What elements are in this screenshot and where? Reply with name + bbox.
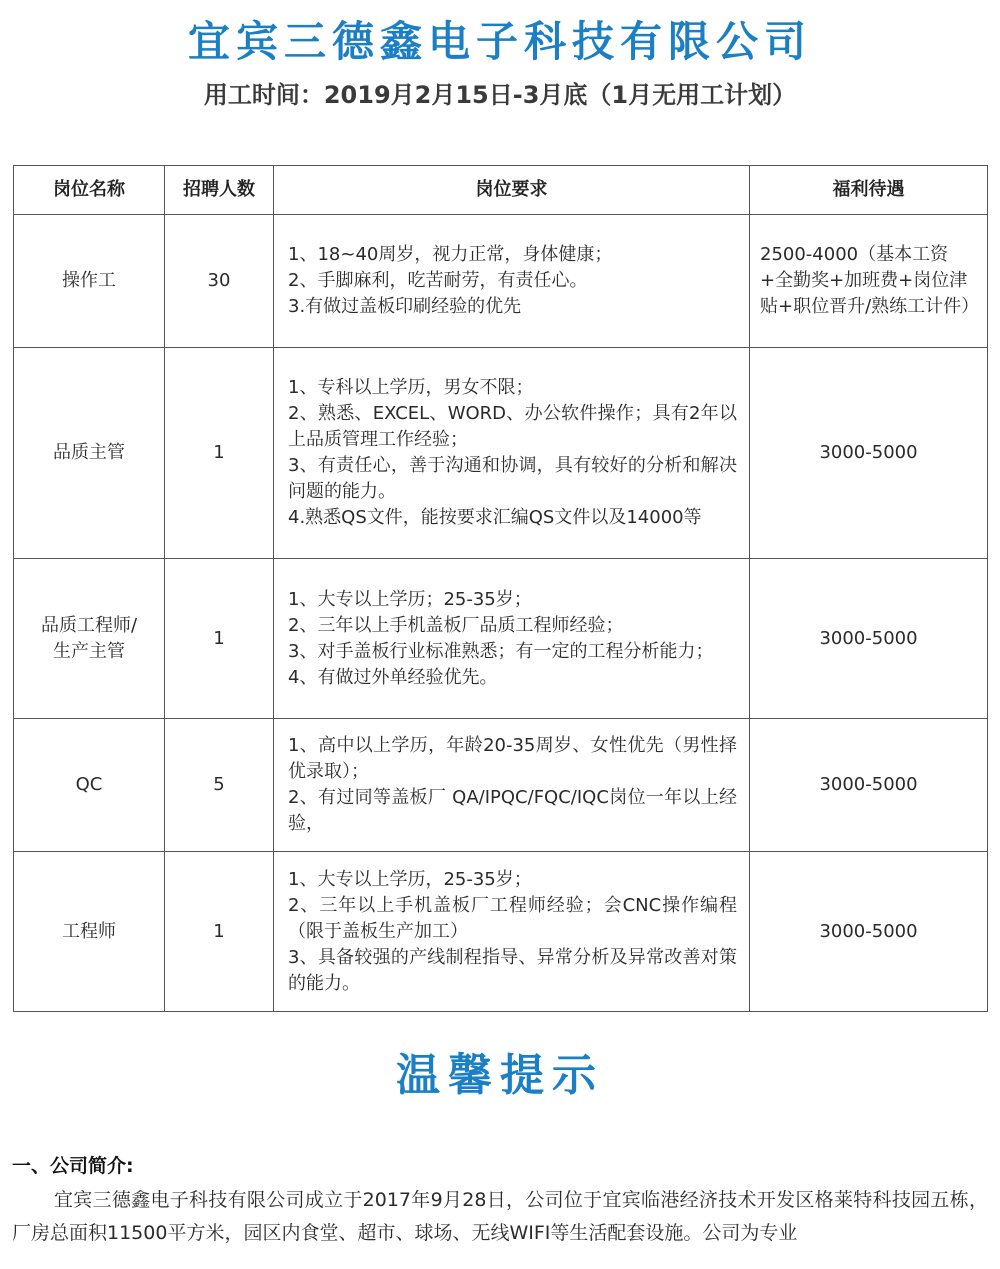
position-name: 操作工 [14,215,165,348]
requirement-item: 3、有责任心，善于沟通和协调，具有较好的分析和解决问题的能力。 [288,455,737,502]
requirements-cell [274,852,750,1012]
headcount: 30 [165,215,274,348]
welfare: 3000-5000 [750,348,988,559]
column-header-count: 招聘人数 [165,166,274,215]
work-schedule: 用工时间：2019月2月15日-3月底（1月无用工计划） [203,81,797,109]
company-title: 宜宾三德鑫电子科技有限公司 [187,17,812,66]
requirement-item: 3、具备较强的产线制程指导、异常分析及异常改善对策的能力。 [288,946,737,994]
requirements-cell [274,719,750,852]
requirement-item: 2、三年以上手机盖板厂工程师经验；会CNC操作编程（限于盖板生产加工） [288,894,737,942]
requirement-item: 1、高中以上学历，年龄20-35周岁、女性优先（男性择优录取）； [288,735,737,782]
requirement-item: 1、18~40周岁，视力正常，身体健康； [288,244,613,265]
table-row [14,348,988,559]
requirement-item: 3.有做过盖板印刷经验的优先 [288,296,522,317]
requirement-item: 1、大专以上学历，25-35岁； [288,868,532,890]
requirement-item: 4.熟悉QS文件，能按要求汇编QS文件以及14000等 [288,507,702,528]
requirements-cell [274,215,750,348]
position-name: 品质工程师/生产主管 [14,559,165,719]
table-row [14,852,988,1012]
requirement-item: 2、熟悉、EXCEL、WORD、办公软件操作；具有2年以上品质管理工作经验； [288,403,737,450]
table-row [14,559,988,719]
headcount: 1 [165,559,274,719]
requirement-item: 4、有做过外单经验优先。 [288,666,498,688]
requirements-cell [274,559,750,719]
recruitment-table [13,165,988,1012]
headcount: 1 [165,348,274,559]
position-name: QC [14,719,165,852]
requirement-item: 1、专科以上学历，男女不限； [288,377,534,398]
welfare: 3000-5000 [750,852,988,1012]
column-header-requirements: 岗位要求 [274,166,750,215]
column-header-welfare: 福利待遇 [750,166,988,215]
headcount: 5 [165,719,274,852]
requirement-item: 2、有过同等盖板厂 QA/IPQC/FQC/IQC岗位一年以上经验， [288,787,737,834]
table-row [14,215,988,348]
tips-title: 温馨提示 [396,1050,604,1101]
requirement-item: 1、大专以上学历；25-35岁； [288,588,532,610]
position-name: 工程师 [14,852,165,1012]
welfare: 3000-5000 [750,719,988,852]
requirement-item: 2、手脚麻利，吃苦耐劳，有责任心。 [288,270,588,291]
requirement-item: 2、三年以上手机盖板厂品质工程师经验； [288,614,624,636]
welfare: 2500-4000（基本工资+全勤奖+加班费+岗位津贴+职位晋升/熟练工计件） [750,215,988,348]
table-header-row [14,166,988,215]
requirements-cell [274,348,750,559]
column-header-position: 岗位名称 [14,166,165,215]
headcount: 1 [165,852,274,1012]
company-intro-text: 宜宾三德鑫电子科技有限公司成立于2017年9月28日，公司位于宜宾临港经济技术开发区格莱特科技园五栋，厂房总面积11500平方米，园区内食堂、超市、球场、无线WIFI等生活配套设施。公司为专业 [12,1189,988,1244]
table-row [14,719,988,852]
requirement-item: 3、对手盖板行业标准熟悉；有一定的工程分析能力； [288,640,714,662]
position-name: 品质主管 [14,348,165,559]
company-intro-heading: 一、公司简介: [12,1155,134,1177]
welfare: 3000-5000 [750,559,988,719]
